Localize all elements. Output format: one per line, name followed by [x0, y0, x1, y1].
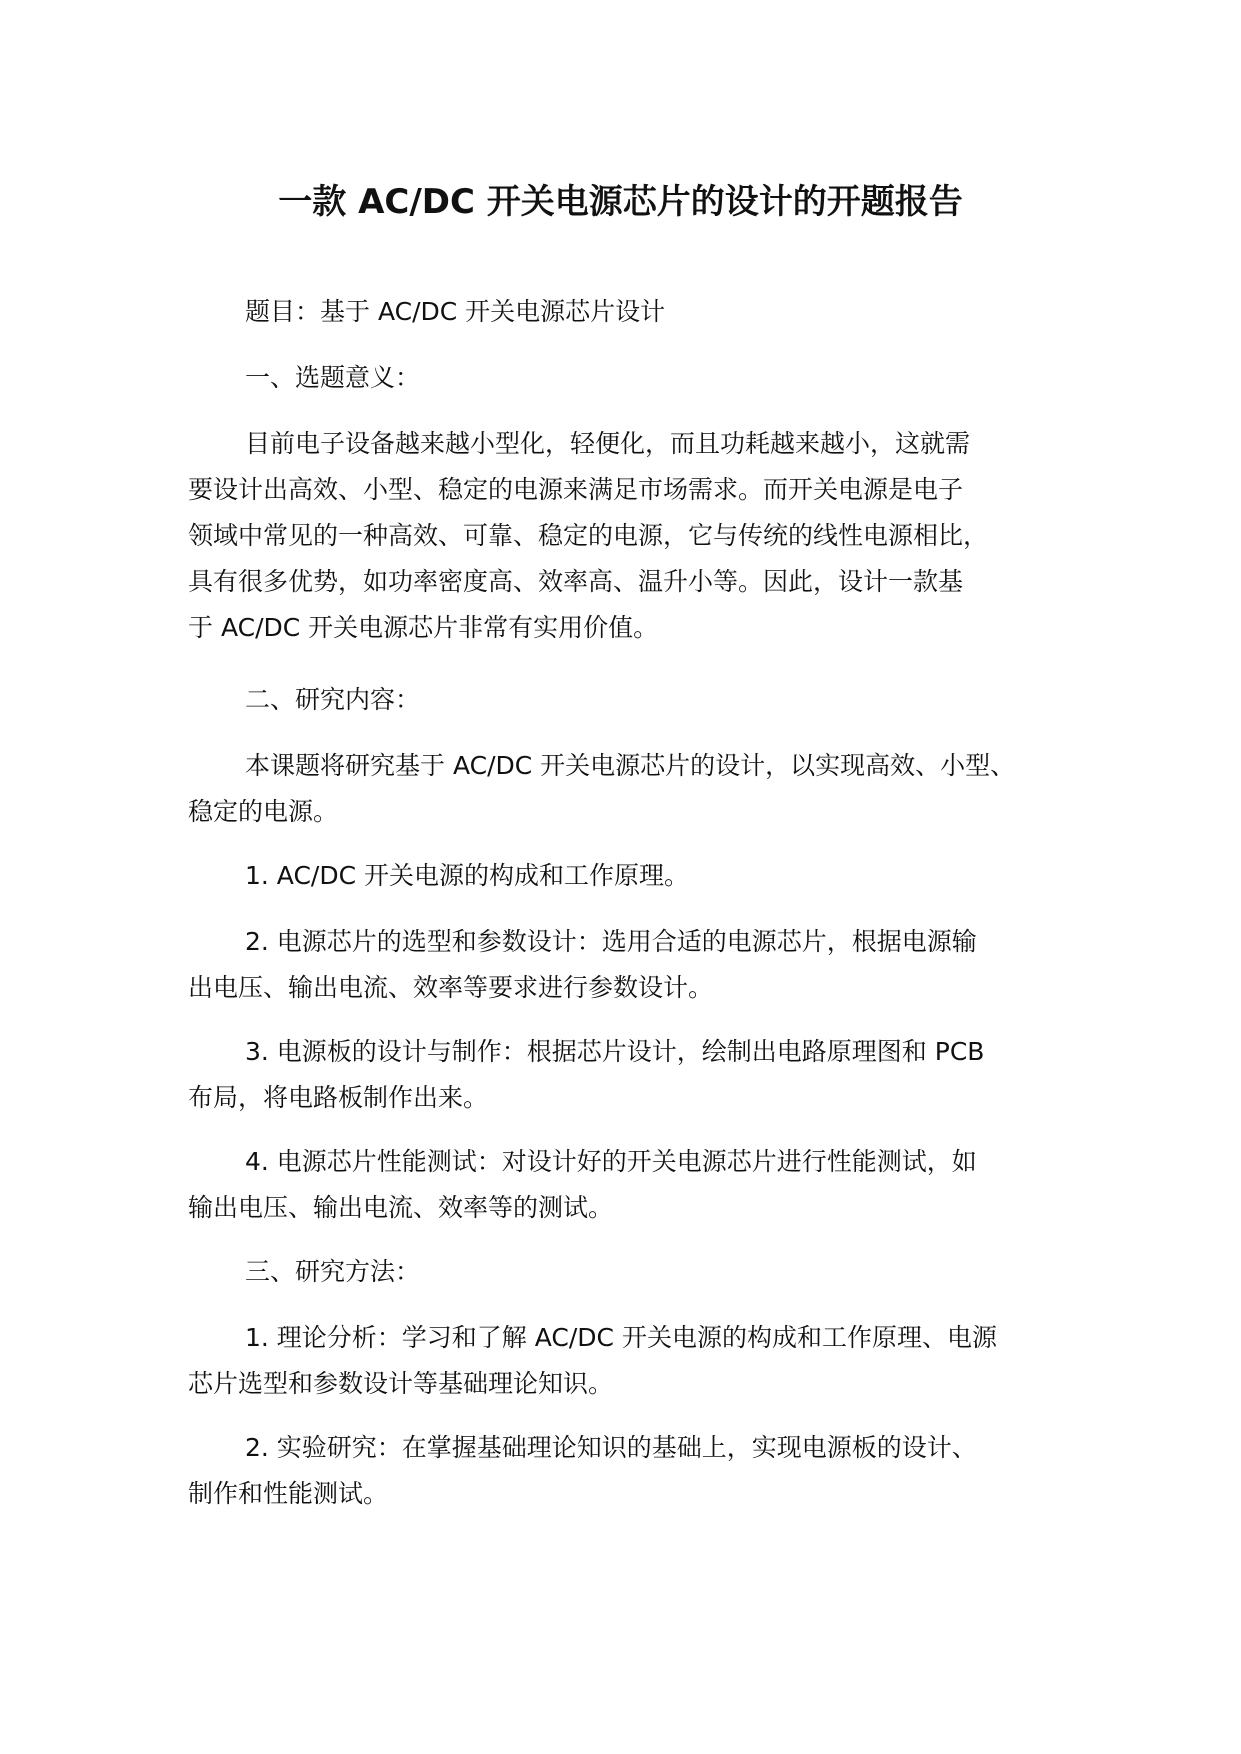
paragraph-line: 一、选题意义： [245, 363, 421, 392]
content-item-4 [188, 1139, 1088, 1231]
paragraph-significance [188, 421, 1088, 651]
method-item-1 [188, 1315, 1088, 1407]
paragraph-line: 3. 电源板的设计与制作：根据芯片设计，绘制出电路原理图和 PCB [245, 1037, 985, 1066]
paragraph-line: 三、研究方法： [245, 1257, 421, 1286]
paragraph-line: 2. 电源芯片的选型和参数设计：选用合适的电源芯片，根据电源输 [245, 927, 977, 956]
paragraph-line: 领域中常见的一种高效、可靠、稳定的电源，它与传统的线性电源相比， [188, 521, 989, 550]
paragraph-line: 布局，将电路板制作出来。 [188, 1083, 489, 1112]
paragraph-line: 目前电子设备越来越小型化，轻便化，而且功耗越来越小，这就需 [245, 429, 971, 458]
section-heading-methods [188, 1249, 1088, 1295]
paragraph-line: 输出电压、输出电流、效率等的测试。 [188, 1193, 614, 1222]
paragraph-line: 于 AC/DC 开关电源芯片非常有实用价值。 [188, 613, 659, 642]
paragraph-content-intro [188, 743, 1088, 835]
paragraph-line: 题目：基于 AC/DC 开关电源芯片设计 [245, 297, 666, 326]
paragraph-line: 1. 理论分析：学习和了解 AC/DC 开关电源的构成和工作原理、电源 [245, 1323, 997, 1352]
paragraph-line: 4. 电源芯片性能测试：对设计好的开关电源芯片进行性能测试，如 [245, 1147, 977, 1176]
paragraph-line: 二、研究内容： [245, 685, 421, 714]
paragraph-line: 要设计出高效、小型、稳定的电源来满足市场需求。而开关电源是电子 [188, 475, 964, 504]
content-item-1 [188, 853, 1088, 899]
content-item-3 [188, 1029, 1088, 1121]
content-item-2 [188, 919, 1088, 1011]
method-item-2 [188, 1425, 1088, 1517]
paragraph-line: 2. 实验研究：在掌握基础理论知识的基础上，实现电源板的设计、 [245, 1433, 977, 1462]
section-heading-content [188, 677, 1088, 723]
section-heading-significance [188, 355, 1088, 401]
paragraph-line: 制作和性能测试。 [188, 1479, 389, 1508]
document-title: 一款 AC/DC 开关电源芯片的设计的开题报告 [278, 182, 963, 222]
paragraph-line: 1. AC/DC 开关电源的构成和工作原理。 [245, 861, 689, 890]
paragraph-line: 具有很多优势，如功率密度高、效率高、温升小等。因此，设计一款基 [188, 567, 964, 596]
paragraph-line: 出电压、输出电流、效率等要求进行参数设计。 [188, 973, 714, 1002]
paragraph-line: 芯片选型和参数设计等基础理论知识。 [188, 1369, 614, 1398]
paragraph-topic [188, 289, 1088, 335]
paragraph-line: 稳定的电源。 [188, 797, 339, 826]
paragraph-line: 本课题将研究基于 AC/DC 开关电源芯片的设计，以实现高效、小型、 [245, 751, 1016, 780]
